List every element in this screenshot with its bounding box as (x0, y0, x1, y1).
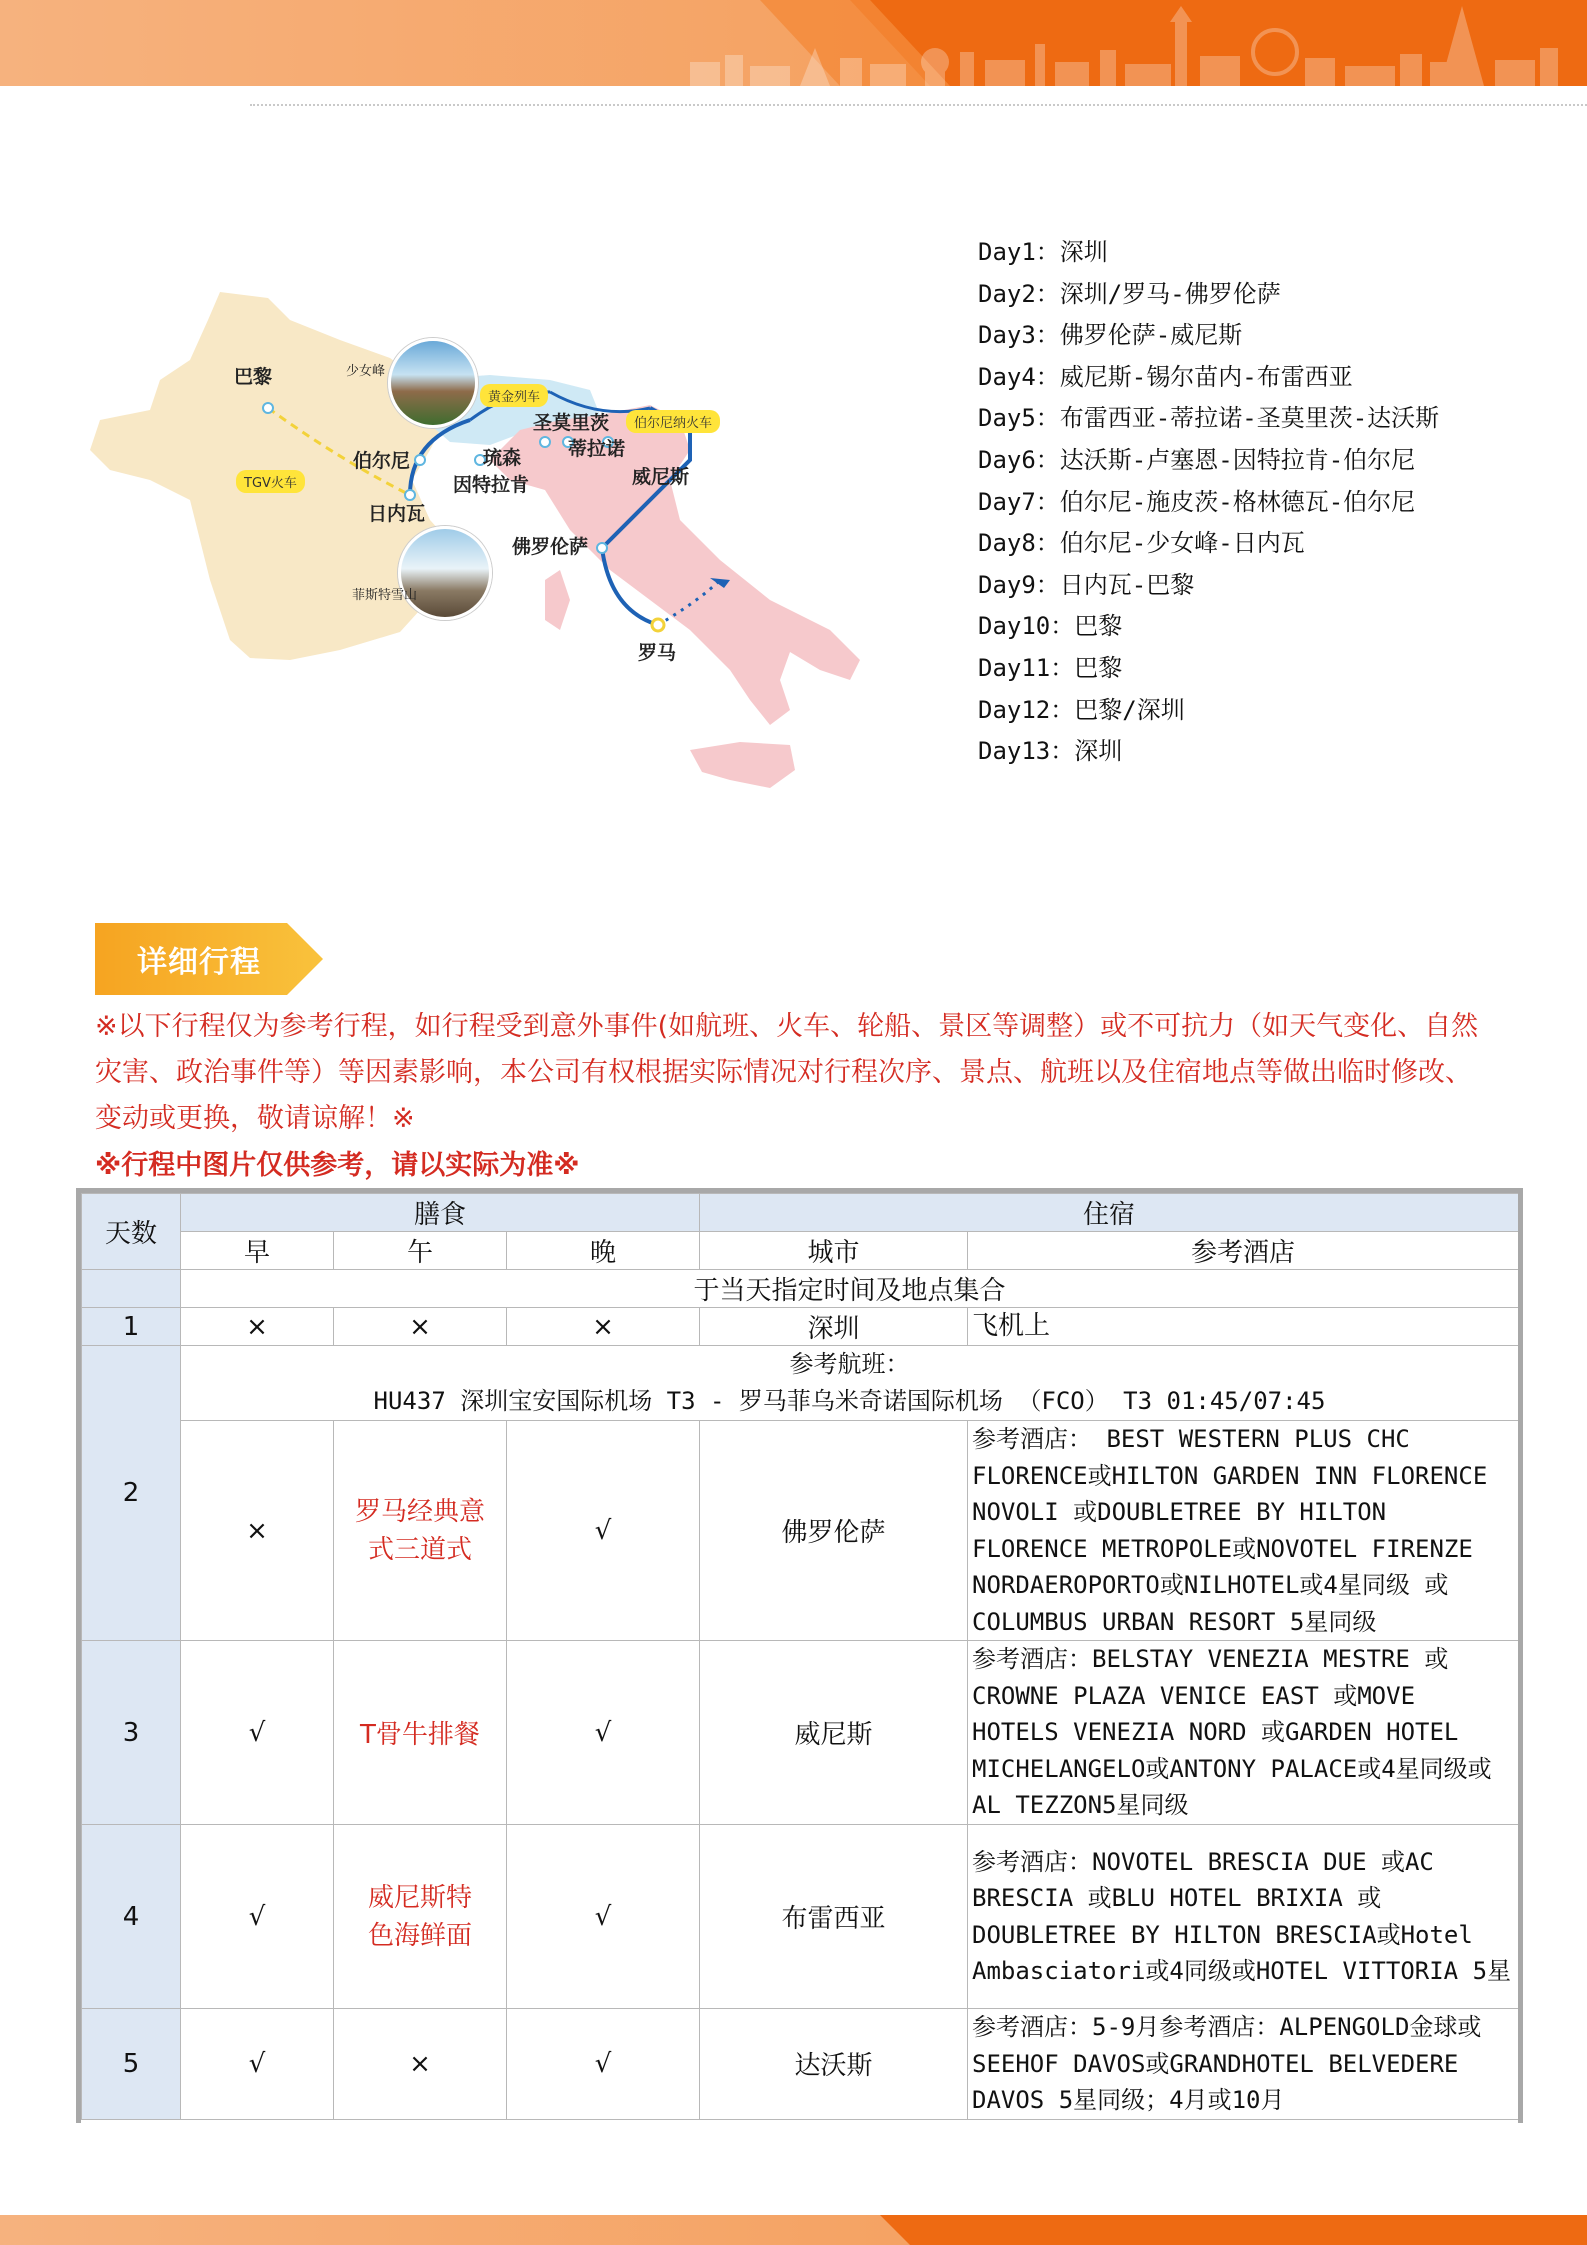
header-day: 天数 (82, 1194, 181, 1270)
image-disclaimer: ※行程中图片仅供参考，请以实际为准※ (95, 1150, 580, 1181)
day-list (978, 232, 1578, 773)
footer-band (0, 2215, 1587, 2245)
header-divider (250, 104, 1587, 106)
breakfast-cell: √ (181, 2009, 334, 2120)
flight-info (181, 1346, 1519, 1421)
day-cell: 5 (82, 2009, 181, 2120)
day-item: Day12：巴黎/深圳 (978, 695, 1185, 724)
day-item: Day1：深圳 (978, 238, 1108, 266)
dinner-cell: × (507, 1308, 700, 1346)
city-cell: 布雷西亚 (700, 1825, 968, 2009)
breakfast-cell: √ (181, 1825, 334, 2009)
flight-label: 参考航班： (789, 1350, 910, 1378)
city-cell: 达沃斯 (700, 2009, 968, 2120)
header-meals: 膳食 (181, 1194, 700, 1232)
header-skyline-graphic (0, 0, 1587, 86)
map-label-tirano: 蒂拉诺 (568, 438, 626, 460)
day-item: Day2：深圳/罗马-佛罗伦萨 (978, 279, 1281, 308)
hotel-cell: 参考酒店：BELSTAY VENEZIA MESTRE 或CROWNE PLAZA VENICE EAST 或MOVE HOTELS VENEZIA NORD 或GARDEN HOTEL MICHELANGELO或ANTONY PALACE或4星同级或AL TEZZON5星同级 (968, 1641, 1519, 1825)
dinner-cell: √ (507, 1641, 700, 1825)
table-row (82, 1421, 1519, 1641)
map-label-paris: 巴黎 (234, 366, 273, 388)
section-title: 详细行程 (137, 945, 261, 980)
city-cell: 佛罗伦萨 (700, 1421, 968, 1641)
table-row (82, 1641, 1519, 1825)
dinner-cell: √ (507, 1825, 700, 2009)
hotel-cell: 参考酒店：5-9月参考酒店：ALPENGOLD金球或SEEHOF DAVOS或GRANDHOTEL BELVEDERE DAVOS 5星同级；4月或10月 (968, 2009, 1519, 2120)
assembly-note: 于当天指定时间及地点集合 (181, 1270, 1519, 1308)
hotel-cell: 参考酒店： BEST WESTERN PLUS CHC FLORENCE或HILTON GARDEN INN FLORENCE NOVOLI 或DOUBLETREE BY HILTON FLORENCE METROPOLE或NOVOTEL FIRENZE NORDAEROPORTO或NILHOTEL或4星同级 或COLUMBUS URBAN RESORT 5星同级 (968, 1421, 1519, 1641)
header-lunch: 午 (334, 1232, 507, 1270)
map-tag-golden-train: 黄金列车 (480, 384, 548, 407)
header-band (0, 0, 1587, 86)
lunch-cell: × (334, 2009, 507, 2120)
header-dinner: 晚 (507, 1232, 700, 1270)
itinerary-table (81, 1193, 1519, 2120)
day-cell: 4 (82, 1825, 181, 2009)
day-item: Day11：巴黎 (978, 653, 1123, 682)
lunch-cell: × (334, 1308, 507, 1346)
jungfrau-photo (388, 338, 478, 428)
disclaimer-notice: ※以下行程仅为参考行程，如行程受到意外事件(如航班、火车、轮船、景区等调整）或不可抗力（如天气变化、自然灾害、政治事件等）等因素影响，本公司有权根据实际情况对行程次序、景点、航班以及住宿地点等做出临时修改、变动或更换，敬请谅解！※ (95, 1011, 1479, 1134)
header-lodging: 住宿 (700, 1194, 1519, 1232)
map-tag-tgv-train: TGV火车 (236, 470, 305, 493)
lunch-cell: 威尼斯特色海鲜面 (334, 1825, 507, 2009)
header-city: 城市 (700, 1232, 968, 1270)
breakfast-cell: √ (181, 1641, 334, 1825)
breakfast-cell: × (181, 1308, 334, 1346)
itinerary-table-wrap (76, 1188, 1523, 2123)
day-item: Day7：伯尔尼-施皮茨-格林德瓦-伯尔尼 (978, 487, 1416, 516)
city-cell: 深圳 (700, 1308, 968, 1346)
first-mountain-photo (398, 526, 492, 620)
header-breakfast: 早 (181, 1232, 334, 1270)
table-row (82, 1308, 1519, 1346)
map-label-st-moritz: 圣莫里茨 (533, 412, 610, 434)
map-label-jungfrau: 少女峰 (346, 364, 386, 379)
map-label-geneva: 日内瓦 (368, 503, 426, 525)
map-label-bern: 伯尔尼 (353, 450, 411, 472)
lunch-cell: 罗马经典意式三道式 (334, 1421, 507, 1641)
city-cell: 威尼斯 (700, 1641, 968, 1825)
day-item: Day9：日内瓦-巴黎 (978, 570, 1195, 599)
map-label-venice: 威尼斯 (632, 466, 690, 488)
map-label-florence: 佛罗伦萨 (512, 536, 589, 558)
table-row (82, 1825, 1519, 2009)
day-cell: 1 (82, 1308, 181, 1346)
breakfast-cell: × (181, 1421, 334, 1641)
table-row (82, 2009, 1519, 2120)
dinner-cell: √ (507, 1421, 700, 1641)
hotel-cell: 飞机上 (968, 1308, 1519, 1346)
map-tag-bernina-train: 伯尔尼纳火车 (626, 410, 720, 433)
day-item: Day3：佛罗伦萨-威尼斯 (978, 321, 1243, 350)
map-label-interlaken: 因特拉肯 (453, 474, 530, 496)
day-item: Day10：巴黎 (978, 612, 1123, 641)
section-badge (95, 923, 325, 995)
hotel-cell: 参考酒店：NOVOTEL BRESCIA DUE 或AC BRESCIA 或BLU HOTEL BRIXIA 或DOUBLETREE BY HILTON BRESCIA或Hotel Ambasciatori或4同级或HOTEL VITTORIA 5星 (968, 1825, 1519, 2009)
flight-detail: HU437 深圳宝安国际机场 T3 - 罗马菲乌米奇诺国际机场 （FCO） T3 01:45/07:45 (373, 1387, 1326, 1415)
day-cell: 3 (82, 1641, 181, 1825)
day-item: Day4：威尼斯-锡尔苗内-布雷西亚 (978, 362, 1353, 391)
dinner-cell: √ (507, 2009, 700, 2120)
map-label-lucerne: 琉森 (483, 447, 522, 469)
lunch-cell: T骨牛排餐 (334, 1641, 507, 1825)
day-item: Day5：布雷西亚-蒂拉诺-圣莫里茨-达沃斯 (978, 404, 1440, 433)
map-label-first-mountain: 菲斯特雪山 (352, 588, 418, 603)
route-map (90, 280, 870, 840)
day-cell: 2 (82, 1346, 181, 1641)
day-cell-empty (82, 1270, 181, 1308)
day-item: Day13：深圳 (978, 737, 1123, 766)
day-item: Day6：达沃斯-卢塞恩-因特拉肯-伯尔尼 (978, 445, 1416, 474)
day-item: Day8：伯尔尼-少女峰-日内瓦 (978, 529, 1305, 558)
map-label-rome: 罗马 (638, 642, 677, 664)
header-hotel: 参考酒店 (968, 1232, 1519, 1270)
